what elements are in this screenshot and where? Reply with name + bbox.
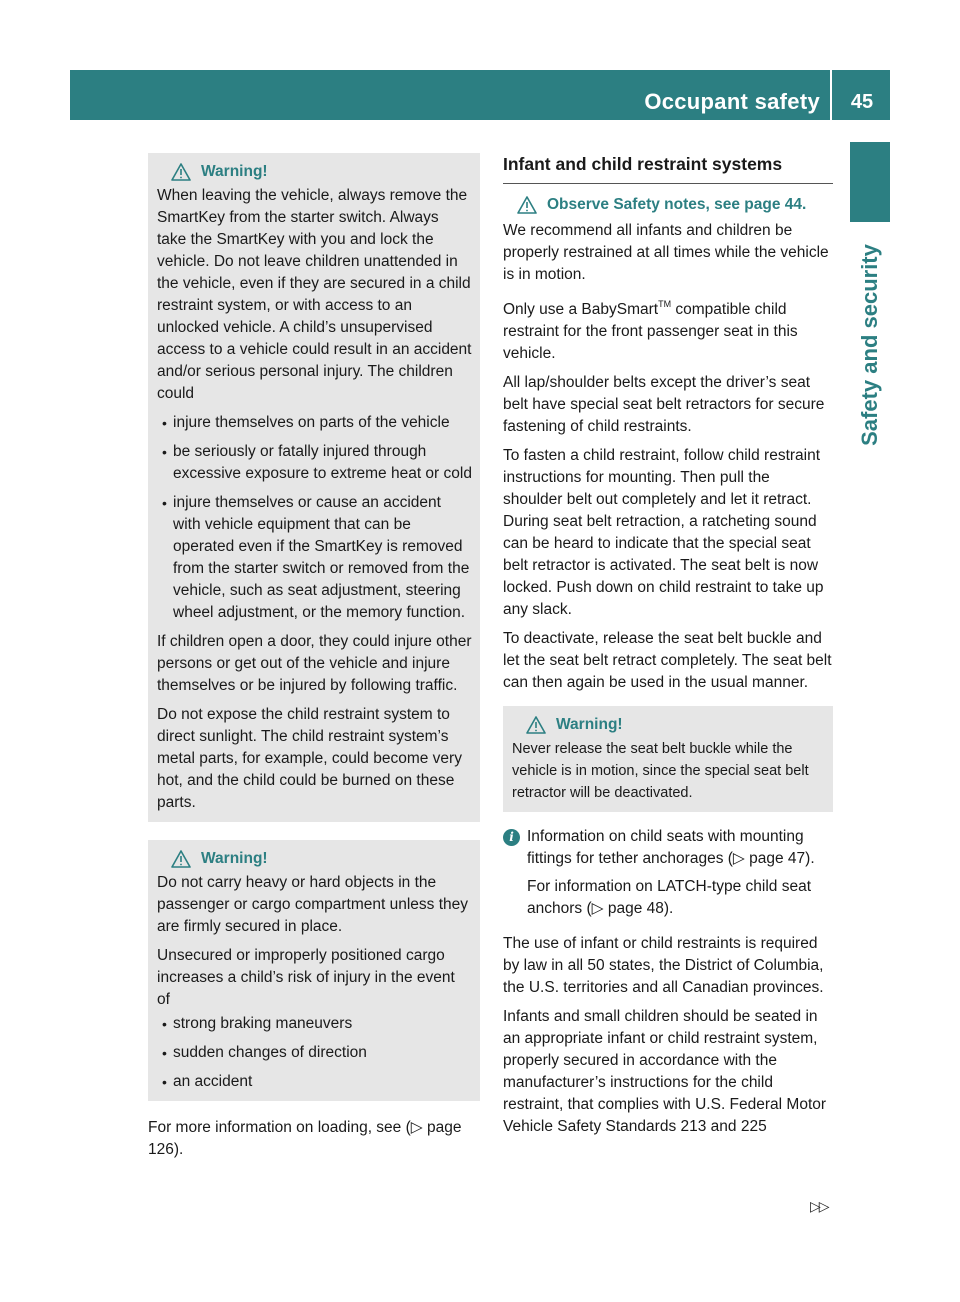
left-column — [148, 153, 480, 1168]
warning-triangle-icon — [171, 163, 191, 181]
list-item: • injure themselves or cause an accident with vehicle equipment that can be operated even if the SmartKey is removed from the starter switch or removed from the vehicle, such as seat adjustment, steering wheel adjustment, or the memory function. — [157, 492, 472, 624]
warning-box-children-unattended — [148, 153, 480, 822]
section-tab — [850, 230, 890, 460]
info-icon: i — [503, 829, 520, 846]
paragraph: Infants and small children should be seated in an appropriate infant or child restraint system, properly secured in accordance with the manufacturer’s instructions for the child restraint, that complies with U.S. Federal Motor Vehicle Safety Standards 213 and 225 — [503, 1008, 827, 1135]
warning-heading-text: Warning! — [556, 716, 623, 733]
page-number: 45 — [850, 91, 874, 113]
warning-paragraph: Do not expose the child restraint system to direct sunlight. The child restraint system’s metal parts, for example, could become very hot, and the child could be burned on these parts. — [157, 706, 462, 811]
paragraph-babysmart — [503, 293, 833, 365]
paragraph: All lap/shoulder belts except the driver’s seat belt have special seat belt retractors for secure fastening of child restraints. — [503, 374, 825, 435]
paragraph: The use of infant or child restraints is required by law in all 50 states, the District of Columbia, the U.S. territories and all Canadian provinces. — [503, 935, 824, 996]
warning-triangle-icon — [171, 850, 191, 868]
warning-paragraph: If children open a door, they could injure other persons or get out of the vehicle and injure themselves or be injured by following traffic. — [157, 633, 472, 694]
list-item: • injure themselves on parts of the vehicle — [157, 412, 472, 434]
info-note — [503, 826, 833, 926]
continued-arrow-icon: ▷▷ — [810, 1198, 828, 1214]
info-text: For information on LATCH-type child seat anchors (▷ page 48). — [527, 878, 811, 917]
right-column — [503, 153, 833, 1145]
paragraph: To deactivate, release the seat belt buckle and let the seat belt retract completely. The seat belt can then again be used in the usual manner. — [503, 630, 832, 691]
loading-reference: For more information on loading, see (▷ page 126). — [148, 1119, 462, 1158]
babysmart-text-rest: compatible child restraint for the front passenger seat in this vehicle. — [503, 301, 798, 362]
list-item: • sudden changes of direction — [157, 1042, 472, 1064]
warning-heading — [157, 848, 472, 870]
warning-triangle-icon — [517, 196, 537, 214]
info-body — [527, 826, 833, 926]
trademark-mark: TM — [658, 299, 672, 309]
paragraph: We recommend all infants and children be properly restrained at all times while the vehicle is in motion. — [503, 222, 829, 283]
warning-paragraph: Never release the seat belt buckle while the vehicle is in motion, since the special seat belt retractor will be deactivated. — [512, 741, 809, 801]
chapter-title: Occupant safety — [644, 89, 820, 114]
warning-heading — [512, 714, 825, 736]
info-text: Information on child seats with mounting fittings for tether anchorages (▷ page 47). — [527, 828, 815, 867]
warning-bullet-list — [157, 1013, 472, 1093]
section-title: Infant and child restraint systems — [503, 153, 833, 184]
page-header — [70, 70, 890, 120]
list-item: • be seriously or fatally injured through excessive exposure to extreme heat or cold — [157, 441, 472, 485]
list-item: • strong braking maneuvers — [157, 1013, 472, 1035]
warning-heading-text: Warning! — [201, 163, 268, 180]
paragraph: To fasten a child restraint, follow child restraint instructions for mounting. Then pull the shoulder belt out completely and let it retract. During seat belt retraction, a ratcheting sound can be heard to indicate that the special seat belt retractor is activated. The seat belt is now locked. Push down on child restraint to take up any slack. — [503, 447, 824, 618]
warning-box-cargo — [148, 840, 480, 1101]
list-item: • an accident — [157, 1071, 472, 1093]
header-divider — [830, 70, 832, 120]
warning-paragraph: Do not carry heavy or hard objects in the passenger or cargo compartment unless they are firmly secured in place. — [157, 874, 469, 935]
section-tab-marker — [850, 142, 890, 222]
warning-box-seat-belt — [503, 706, 833, 812]
babysmart-text: Only use a BabySmart — [503, 301, 659, 318]
warning-heading — [157, 161, 472, 183]
warning-bullet-list — [157, 412, 472, 624]
section-tab-label: Safety and security — [857, 244, 882, 446]
safety-notes-reference — [503, 194, 833, 216]
warning-triangle-icon — [526, 716, 546, 734]
warning-heading-text: Warning! — [201, 850, 268, 867]
safety-notes-text: Observe Safety notes, see page 44. — [547, 196, 807, 213]
warning-paragraph: Unsecured or improperly positioned cargo increases a child’s risk of injury in the event of — [157, 947, 455, 1008]
warning-intro: When leaving the vehicle, always remove the SmartKey from the starter switch. Always take the SmartKey with you and lock the vehicle. Do not leave children unattended in the vehicle, even if they are secured in a child restraint system, or with access to an unlocked vehicle. A child’s unsupervised access to a vehicle could result in an accident and/or serious personal injury. The children could — [157, 187, 472, 402]
